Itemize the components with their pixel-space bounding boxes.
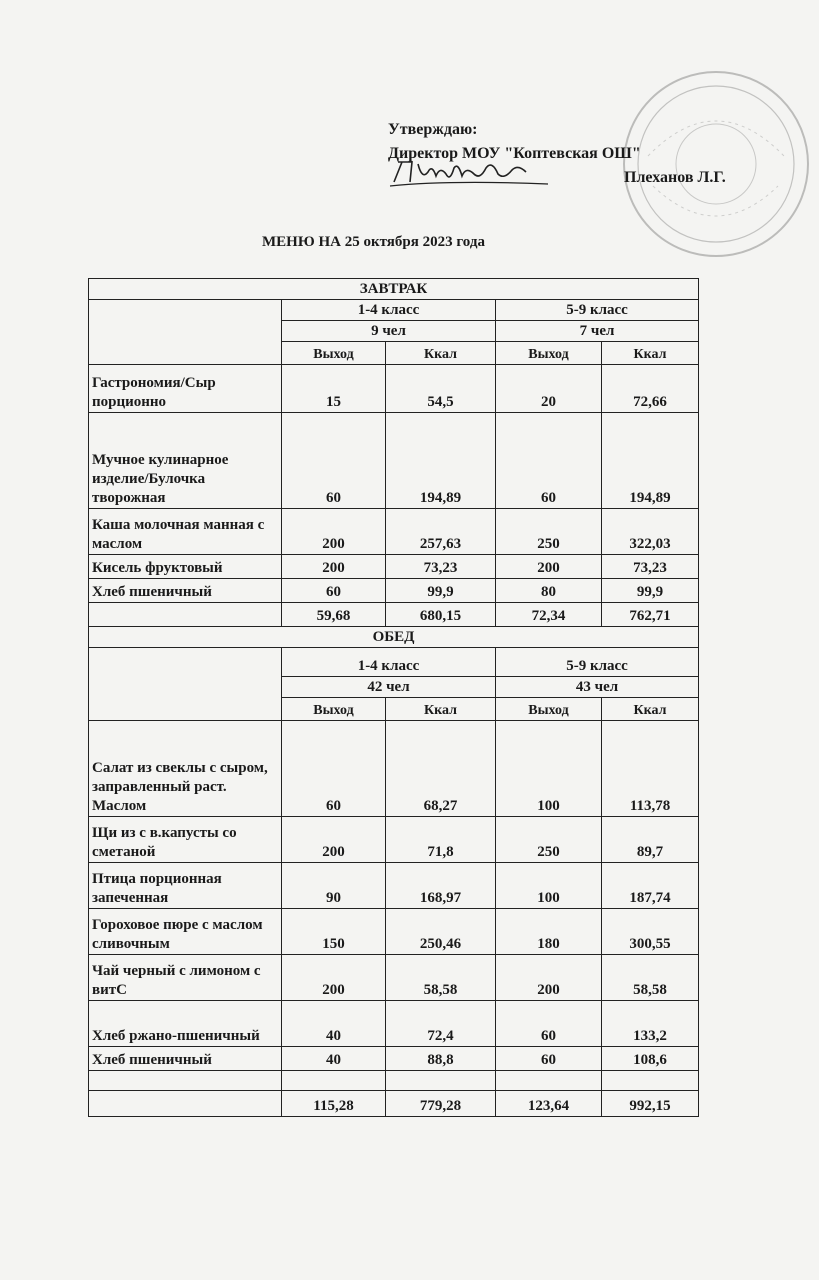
yield-2: 200 <box>496 555 602 579</box>
signature-icon <box>388 152 558 192</box>
dish-name: Каша молочная манная с маслом <box>89 509 282 555</box>
yield-2: 250 <box>496 509 602 555</box>
yield-2: 100 <box>496 721 602 817</box>
yield-1: 200 <box>282 955 386 1001</box>
empty-cell <box>386 1071 496 1091</box>
dish-name: Салат из свеклы с сыром, заправленный раст. Маслом <box>89 721 282 817</box>
table-row <box>89 721 699 817</box>
total-kcal-1: 779,28 <box>386 1091 496 1117</box>
yield-2: 20 <box>496 365 602 413</box>
total-kcal-2: 992,15 <box>602 1091 699 1117</box>
breakfast-group2-label: 5-9 класс <box>496 300 699 321</box>
total-yield-1: 115,28 <box>282 1091 386 1117</box>
table-row <box>89 909 699 955</box>
empty-cell <box>602 1071 699 1091</box>
kcal-2: 99,9 <box>602 579 699 603</box>
kcal-2: 58,58 <box>602 955 699 1001</box>
table-row <box>89 555 699 579</box>
kcal-1: 194,89 <box>386 413 496 509</box>
kcal-2: 89,7 <box>602 817 699 863</box>
yield-2: 60 <box>496 1001 602 1047</box>
yield-1: 60 <box>282 721 386 817</box>
col-kcal: Ккал <box>602 698 699 721</box>
total-yield-2: 72,34 <box>496 603 602 627</box>
table-row <box>89 365 699 413</box>
col-yield: Выход <box>282 698 386 721</box>
kcal-1: 54,5 <box>386 365 496 413</box>
lunch-group1-count: 42 чел <box>282 677 496 698</box>
col-kcal: Ккал <box>602 342 699 365</box>
col-yield: Выход <box>496 342 602 365</box>
kcal-2: 187,74 <box>602 863 699 909</box>
yield-2: 60 <box>496 413 602 509</box>
dish-name: Кисель фруктовый <box>89 555 282 579</box>
yield-2: 80 <box>496 579 602 603</box>
dish-name: Хлеб пшеничный <box>89 1047 282 1071</box>
menu-title: МЕНЮ НА 25 октября 2023 года <box>262 234 485 250</box>
dish-name: Хлеб пшеничный <box>89 579 282 603</box>
lunch-blank-cell <box>89 648 282 721</box>
dish-name: Гастрономия/Сыр порционно <box>89 365 282 413</box>
yield-2: 200 <box>496 955 602 1001</box>
table-row <box>89 1001 699 1047</box>
empty-cell <box>89 1071 282 1091</box>
kcal-2: 133,2 <box>602 1001 699 1047</box>
breakfast-title: ЗАВТРАК <box>89 279 699 300</box>
col-yield: Выход <box>496 698 602 721</box>
kcal-1: 88,8 <box>386 1047 496 1071</box>
table-row <box>89 579 699 603</box>
breakfast-group2-count: 7 чел <box>496 321 699 342</box>
yield-2: 60 <box>496 1047 602 1071</box>
approval-position: Директор МОУ "Коптевская ОШ" <box>388 145 641 162</box>
kcal-1: 257,63 <box>386 509 496 555</box>
lunch-group2-count: 43 чел <box>496 677 699 698</box>
dish-name: Щи из с в.капусты со сметаной <box>89 817 282 863</box>
lunch-group-row <box>89 648 699 677</box>
total-label-cell <box>89 1091 282 1117</box>
yield-1: 200 <box>282 817 386 863</box>
breakfast-total-row <box>89 603 699 627</box>
yield-1: 40 <box>282 1047 386 1071</box>
yield-1: 200 <box>282 509 386 555</box>
yield-1: 200 <box>282 555 386 579</box>
yield-2: 250 <box>496 817 602 863</box>
total-yield-2: 123,64 <box>496 1091 602 1117</box>
kcal-2: 113,78 <box>602 721 699 817</box>
lunch-section-row <box>89 627 699 648</box>
yield-1: 150 <box>282 909 386 955</box>
total-kcal-1: 680,15 <box>386 603 496 627</box>
kcal-2: 194,89 <box>602 413 699 509</box>
dish-name: Гороховое пюре с маслом сливочным <box>89 909 282 955</box>
yield-1: 15 <box>282 365 386 413</box>
lunch-group1-label: 1-4 класс <box>282 648 496 677</box>
menu-table <box>88 278 699 1117</box>
breakfast-group1-label: 1-4 класс <box>282 300 496 321</box>
kcal-1: 68,27 <box>386 721 496 817</box>
table-row <box>89 863 699 909</box>
kcal-2: 300,55 <box>602 909 699 955</box>
table-row <box>89 817 699 863</box>
breakfast-group-row <box>89 300 699 321</box>
dish-name: Мучное кулинарное изделие/Булочка творожная <box>89 413 282 509</box>
total-kcal-2: 762,71 <box>602 603 699 627</box>
kcal-1: 250,46 <box>386 909 496 955</box>
total-label-cell <box>89 603 282 627</box>
empty-cell <box>282 1071 386 1091</box>
kcal-1: 58,58 <box>386 955 496 1001</box>
kcal-1: 99,9 <box>386 579 496 603</box>
kcal-1: 71,8 <box>386 817 496 863</box>
kcal-1: 72,4 <box>386 1001 496 1047</box>
lunch-title: ОБЕД <box>89 627 699 648</box>
yield-2: 180 <box>496 909 602 955</box>
yield-2: 100 <box>496 863 602 909</box>
total-yield-1: 59,68 <box>282 603 386 627</box>
empty-row <box>89 1071 699 1091</box>
lunch-group2-label: 5-9 класс <box>496 648 699 677</box>
col-kcal: Ккал <box>386 698 496 721</box>
kcal-2: 108,6 <box>602 1047 699 1071</box>
breakfast-group1-count: 9 чел <box>282 321 496 342</box>
breakfast-section-row <box>89 279 699 300</box>
dish-name: Чай черный с лимоном с витС <box>89 955 282 1001</box>
approval-name: Плеханов Л.Г. <box>624 169 726 186</box>
yield-1: 90 <box>282 863 386 909</box>
dish-name: Птица порционная запеченная <box>89 863 282 909</box>
yield-1: 60 <box>282 413 386 509</box>
empty-cell <box>496 1071 602 1091</box>
kcal-2: 322,03 <box>602 509 699 555</box>
yield-1: 40 <box>282 1001 386 1047</box>
col-kcal: Ккал <box>386 342 496 365</box>
approval-heading: Утверждаю: <box>388 121 478 138</box>
table-row <box>89 509 699 555</box>
breakfast-blank-cell <box>89 300 282 365</box>
table-row <box>89 1047 699 1071</box>
table-row <box>89 955 699 1001</box>
kcal-1: 168,97 <box>386 863 496 909</box>
lunch-total-row <box>89 1091 699 1117</box>
dish-name: Хлеб ржано-пшеничный <box>89 1001 282 1047</box>
yield-1: 60 <box>282 579 386 603</box>
kcal-1: 73,23 <box>386 555 496 579</box>
table-row <box>89 413 699 509</box>
kcal-2: 72,66 <box>602 365 699 413</box>
kcal-2: 73,23 <box>602 555 699 579</box>
col-yield: Выход <box>282 342 386 365</box>
